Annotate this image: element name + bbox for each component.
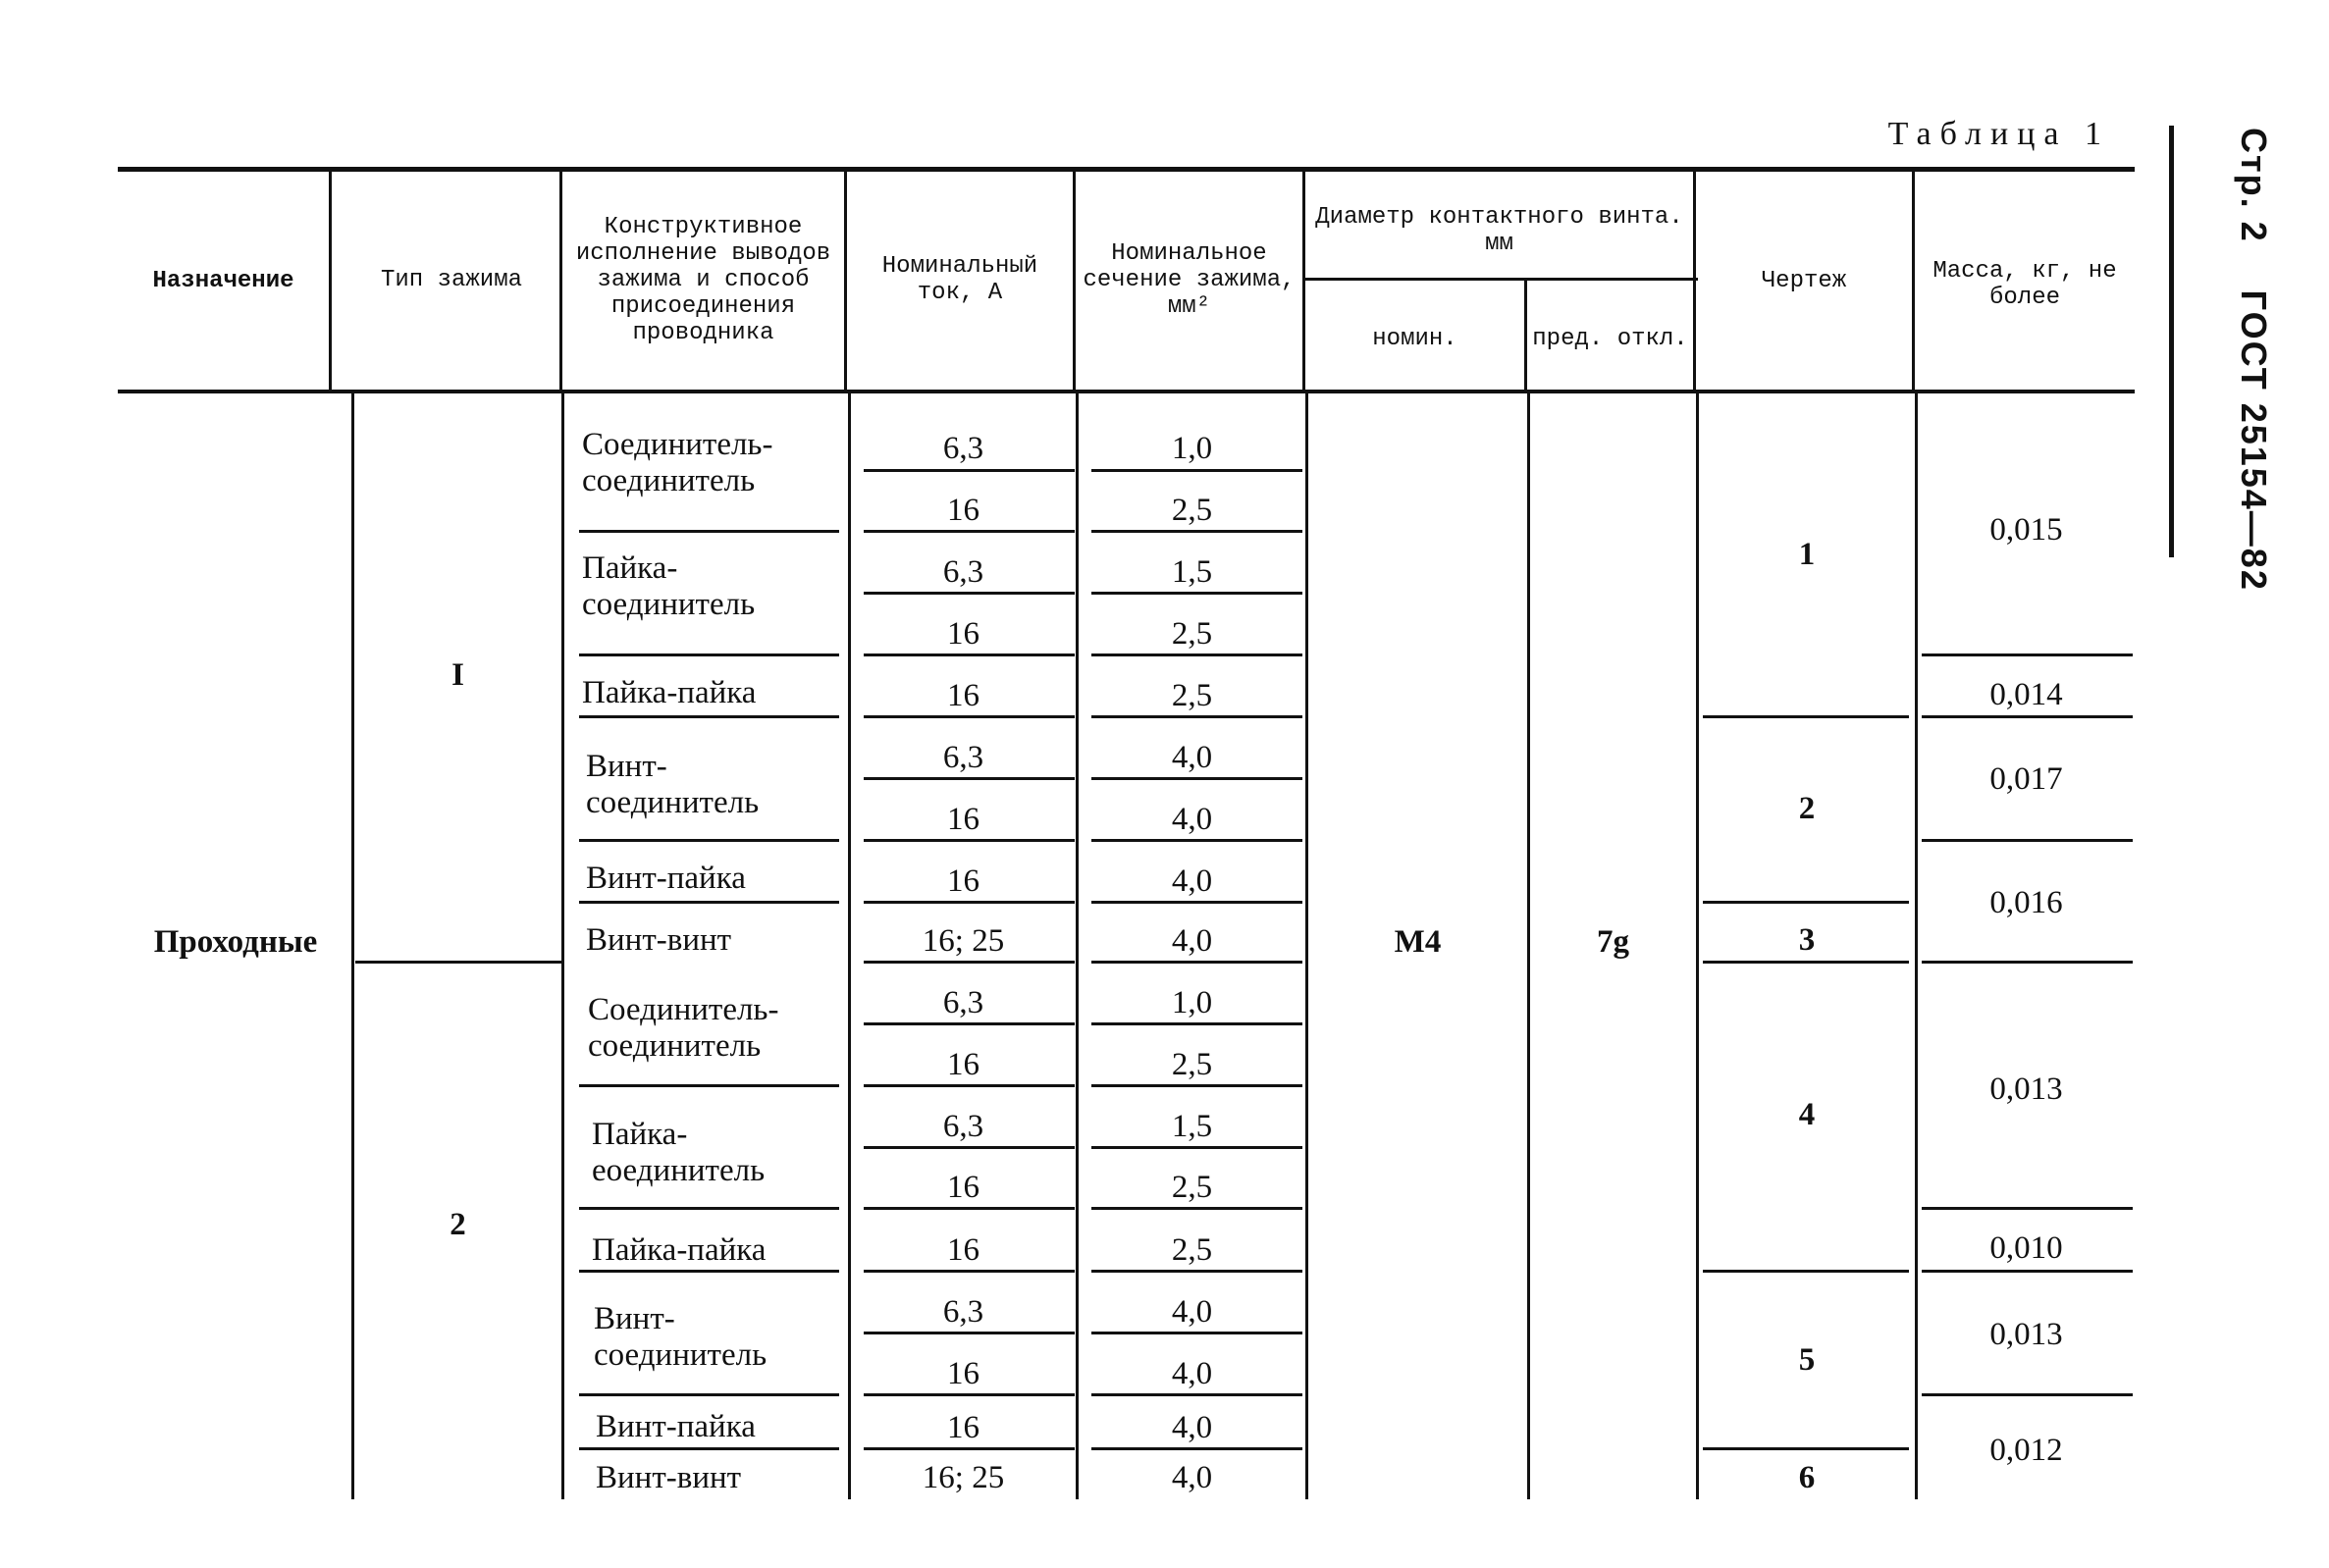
- mass-cell: 0,016: [1989, 885, 2063, 920]
- current-cell: 16: [947, 1410, 979, 1445]
- design-cell: Винт-соединитель: [594, 1301, 768, 1373]
- header-diameter: Диаметр контактного винта. мм: [1315, 204, 1683, 257]
- header-purpose: Назначение: [152, 267, 294, 294]
- design-cell: Винт-пайка: [596, 1409, 756, 1444]
- row-underline: [864, 1393, 1075, 1396]
- row-underline: [864, 1447, 1075, 1450]
- section-cell: 2,5: [1171, 1170, 1213, 1205]
- section-cell: 1,0: [1171, 985, 1213, 1020]
- row-underline: [1091, 715, 1302, 718]
- drawing-cell: 4: [1798, 1097, 1816, 1132]
- row-underline: [1091, 1332, 1302, 1334]
- design-separator: [579, 901, 839, 904]
- section-cell: 4,0: [1171, 1356, 1213, 1391]
- mass-cell: 0,017: [1989, 761, 2063, 797]
- row-underline: [1091, 469, 1302, 472]
- current-cell: 6,3: [942, 1294, 984, 1330]
- row-underline: [864, 1207, 1075, 1210]
- row-underline: [864, 715, 1075, 718]
- row-underline: [864, 1022, 1075, 1025]
- section-cell: 4,0: [1171, 863, 1213, 899]
- design-cell: Винт-соединитель: [586, 749, 760, 820]
- current-cell: 6,3: [942, 431, 984, 466]
- row-underline: [1091, 961, 1302, 964]
- row-underline: [864, 530, 1075, 533]
- side-header: [2233, 128, 2274, 592]
- row-underline: [864, 469, 1075, 472]
- row-underline: [1091, 653, 1302, 656]
- design-cell: Винт-пайка: [586, 861, 746, 896]
- row-underline: [1091, 1084, 1302, 1087]
- current-cell: 16: [947, 1047, 979, 1082]
- row-underline: [864, 1270, 1075, 1273]
- mass-separator: [1922, 715, 2133, 718]
- section-cell: 2,5: [1171, 1047, 1213, 1082]
- row-underline: [864, 901, 1075, 904]
- design-separator: [579, 1447, 839, 1450]
- purpose-cell: Проходные: [153, 924, 318, 960]
- type-cell: I: [451, 657, 464, 693]
- row-underline: [864, 961, 1075, 964]
- current-cell: 6,3: [942, 985, 984, 1020]
- header-drawing: Чертеж: [1761, 267, 1847, 294]
- row-underline: [1091, 1447, 1302, 1450]
- drawing-separator: [1703, 901, 1909, 904]
- design-separator: [579, 715, 839, 718]
- mass-separator: [1922, 839, 2133, 842]
- section-cell: 4,0: [1171, 1294, 1213, 1330]
- current-cell: 6,3: [942, 1109, 984, 1144]
- section-cell: 1,5: [1171, 554, 1213, 590]
- row-underline: [1091, 1207, 1302, 1210]
- design-separator: [579, 839, 839, 842]
- row-underline: [864, 592, 1075, 595]
- section-cell: 2,5: [1171, 1232, 1213, 1268]
- row-underline: [1091, 1146, 1302, 1149]
- design-separator: [579, 653, 839, 656]
- design-separator: [579, 530, 839, 533]
- current-cell: 16: [947, 616, 979, 652]
- section-cell: 4,0: [1171, 740, 1213, 775]
- current-cell: 16; 25: [922, 1460, 1005, 1495]
- mass-cell: 0,013: [1989, 1071, 2063, 1107]
- current-cell: 16; 25: [922, 923, 1005, 959]
- mass-separator: [1922, 1207, 2133, 1210]
- mass-separator: [1922, 1393, 2133, 1396]
- design-cell: Винт-винт: [586, 922, 732, 958]
- current-cell: 16: [947, 863, 979, 899]
- row-underline: [864, 777, 1075, 780]
- design-separator: [579, 1393, 839, 1396]
- page-number: Стр. 2: [2234, 128, 2274, 243]
- design-separator: [579, 1270, 839, 1273]
- design-cell: Пайка-пайка: [582, 675, 757, 710]
- section-cell: 4,0: [1171, 1460, 1213, 1495]
- design-separator: [579, 1084, 839, 1087]
- drawing-separator: [1703, 1270, 1909, 1273]
- current-cell: 16: [947, 802, 979, 837]
- header-bottom-rule: [118, 390, 2135, 393]
- row-underline: [1091, 777, 1302, 780]
- mass-separator: [1922, 653, 2133, 656]
- row-underline: [1091, 839, 1302, 842]
- design-cell: Винт-винт: [596, 1460, 742, 1495]
- mass-cell: 0,013: [1989, 1317, 2063, 1352]
- section-cell: 4,0: [1171, 1410, 1213, 1445]
- row-underline: [864, 1146, 1075, 1149]
- header-diameter-tolerance: пред. откл.: [1532, 325, 1688, 352]
- row-underline: [864, 653, 1075, 656]
- row-underline: [1091, 901, 1302, 904]
- drawing-separator: [1703, 961, 1909, 964]
- current-cell: 16: [947, 1356, 979, 1391]
- side-margin-bar: [2169, 126, 2223, 557]
- section-cell: 4,0: [1171, 802, 1213, 837]
- mass-cell: 0,015: [1989, 512, 2063, 548]
- row-underline: [1091, 530, 1302, 533]
- diameter-nominal-cell: М4: [1394, 924, 1442, 960]
- mass-cell: 0,012: [1989, 1433, 2063, 1468]
- mass-cell: 0,010: [1989, 1230, 2063, 1266]
- table-caption: Таблица 1: [1887, 116, 2110, 152]
- header-current: Номинальный ток, А: [881, 253, 1038, 306]
- drawing-cell: 2: [1798, 791, 1816, 826]
- design-separator: [579, 1207, 839, 1210]
- drawing-separator: [1703, 715, 1909, 718]
- design-cell: Соединитель-соединитель: [588, 992, 779, 1064]
- current-cell: 6,3: [942, 740, 984, 775]
- header-diameter-nominal: номин.: [1372, 325, 1457, 352]
- mass-separator: [1922, 961, 2133, 964]
- header-section: Номинальное сечение зажима, мм²: [1083, 239, 1296, 320]
- drawing-cell: 6: [1798, 1460, 1816, 1495]
- section-cell: 2,5: [1171, 493, 1213, 528]
- drawing-cell: 1: [1798, 537, 1816, 572]
- drawing-cell: 3: [1798, 922, 1816, 958]
- type-separator: [355, 961, 561, 964]
- drawing-separator: [1703, 1447, 1909, 1450]
- header-design: Конструктивное исполнение выводов зажима и способ присоединения проводника: [575, 213, 831, 346]
- current-cell: 16: [947, 1170, 979, 1205]
- current-cell: 16: [947, 678, 979, 713]
- body-col-divider: [561, 393, 564, 1499]
- current-cell: 16: [947, 493, 979, 528]
- row-underline: [864, 839, 1075, 842]
- current-cell: 16: [947, 1232, 979, 1268]
- section-cell: 2,5: [1171, 616, 1213, 652]
- design-cell: Соединитель-соединитель: [582, 427, 773, 498]
- standard-number: ГОСТ 25154—82: [2234, 289, 2274, 592]
- section-cell: 1,5: [1171, 1109, 1213, 1144]
- drawing-cell: 5: [1798, 1342, 1816, 1378]
- row-underline: [1091, 1393, 1302, 1396]
- type-cell: 2: [450, 1207, 466, 1242]
- mass-separator: [1922, 1270, 2133, 1273]
- diameter-tolerance-cell: 7g: [1597, 924, 1629, 960]
- design-cell: Пайка-пайка: [592, 1232, 767, 1268]
- row-underline: [864, 1084, 1075, 1087]
- diameter-subheader-rule: [1305, 278, 1698, 281]
- header-type: Тип зажима: [380, 266, 523, 293]
- row-underline: [1091, 1022, 1302, 1025]
- design-cell: Пайка-еоединитель: [592, 1117, 766, 1188]
- mass-cell: 0,014: [1989, 677, 2063, 712]
- design-cell: Пайка-соединитель: [582, 550, 756, 622]
- current-cell: 6,3: [942, 554, 984, 590]
- section-cell: 4,0: [1171, 923, 1213, 959]
- row-underline: [864, 1332, 1075, 1334]
- col-divider: [329, 172, 332, 390]
- row-underline: [1091, 592, 1302, 595]
- row-underline: [1091, 1270, 1302, 1273]
- section-cell: 1,0: [1171, 431, 1213, 466]
- header-mass: Масса, кг, не более: [1932, 258, 2117, 311]
- section-cell: 2,5: [1171, 678, 1213, 713]
